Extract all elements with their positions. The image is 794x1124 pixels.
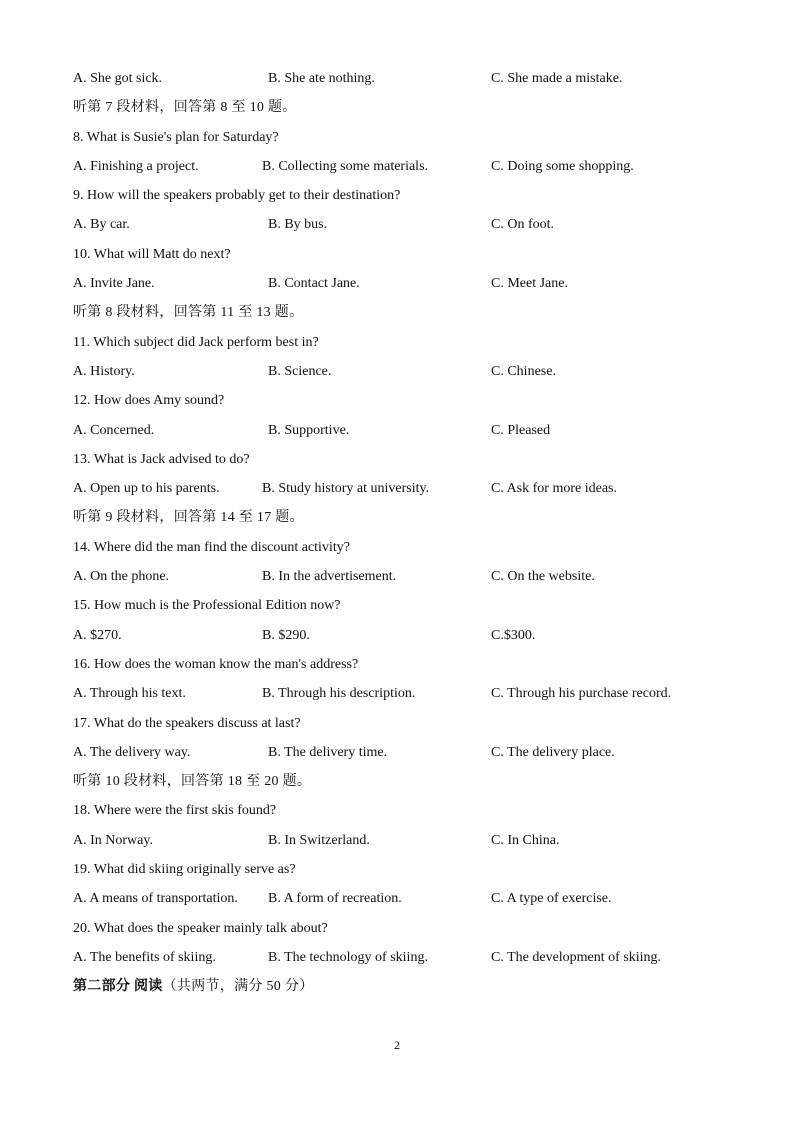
- option-c: C. Ask for more ideas.: [491, 481, 617, 497]
- option-c: C. Pleased: [491, 422, 551, 438]
- listening-instruction: [73, 93, 753, 122]
- option-a: A. On the phone.: [73, 569, 170, 585]
- option-b: B. She ate nothing.: [268, 71, 375, 86]
- question-label: 13. What is Jack advised to do?: [73, 451, 250, 467]
- question-text: [73, 855, 753, 884]
- option-c: C. Through his purchase record.: [491, 686, 672, 702]
- question-text: [73, 650, 753, 679]
- option-c: C. On foot.: [491, 217, 554, 233]
- option-a: A. Finishing a project.: [73, 158, 199, 174]
- question-label: 9. How will the speakers probably get to their destination?: [73, 188, 401, 204]
- option-c: C. On the website.: [491, 569, 595, 585]
- option-a: A. The benefits of skiing.: [73, 949, 216, 965]
- option-b: B. Science.: [268, 363, 332, 379]
- listening-instruction: [73, 503, 753, 532]
- question-label: 11. Which subject did Jack perform best in?: [73, 334, 319, 350]
- option-b: B. Through his description.: [262, 686, 416, 702]
- option-b: B. The delivery time.: [268, 744, 388, 760]
- answer-options-row: [73, 884, 753, 913]
- option-b: B. By bus.: [268, 217, 328, 233]
- question-label: 15. How much is the Professional Edition now?: [73, 598, 341, 614]
- option-b: B. Contact Jane.: [268, 276, 360, 292]
- option-b: B. A form of recreation.: [268, 891, 402, 907]
- answer-options-row: [73, 943, 753, 972]
- answer-options-row: [73, 416, 753, 445]
- listening-instruction: [73, 298, 753, 327]
- option-a: A. She got sick.: [73, 71, 163, 86]
- option-c: C. Doing some shopping.: [491, 158, 634, 174]
- exam-page-body: [73, 64, 753, 1002]
- question-label: 17. What do the speakers discuss at last?: [73, 715, 301, 731]
- option-c: C. The development of skiing.: [491, 949, 662, 965]
- answer-options-row: [73, 152, 753, 181]
- option-a: A. Concerned.: [73, 422, 155, 438]
- option-a: A. In Norway.: [73, 832, 153, 848]
- section-score-note: （共两节，满分 50 分）: [162, 979, 314, 995]
- question-label: 16. How does the woman know the man's address?: [73, 656, 359, 672]
- option-c: C. A type of exercise.: [491, 891, 612, 907]
- question-text: [73, 240, 753, 269]
- option-c: C.$300.: [491, 627, 536, 643]
- option-b: B. Collecting some materials.: [262, 158, 429, 174]
- instruction-label: 听第 10 段材料，回答第 18 至 20 题。: [73, 774, 312, 790]
- question-label: 10. What will Matt do next?: [73, 246, 231, 262]
- option-a: A. By car.: [73, 217, 130, 233]
- question-label: 12. How does Amy sound?: [73, 393, 225, 409]
- question-text: [73, 123, 753, 152]
- question-text: [73, 709, 753, 738]
- question-text: [73, 328, 753, 357]
- option-c: C. Chinese.: [491, 363, 556, 379]
- answer-options-row: [73, 738, 753, 767]
- option-a: A. Through his text.: [73, 686, 186, 702]
- section-title: 第二部分 阅读: [73, 979, 163, 995]
- option-b: B. In Switzerland.: [268, 832, 370, 848]
- answer-options-row: [73, 269, 753, 298]
- option-a: A. Open up to his parents.: [73, 481, 220, 497]
- question-text: [73, 796, 753, 825]
- instruction-label: 听第 8 段材料，回答第 11 至 13 题。: [73, 305, 304, 321]
- option-c: C. In China.: [491, 832, 560, 848]
- section-heading: [73, 972, 753, 1001]
- instruction-label: 听第 9 段材料，回答第 14 至 17 题。: [73, 510, 304, 526]
- page-number: 2: [394, 1038, 400, 1052]
- answer-options-row: [73, 210, 753, 239]
- option-b: B. The technology of skiing.: [268, 949, 428, 965]
- option-b: B. Supportive.: [268, 422, 350, 438]
- option-a: A. History.: [73, 363, 135, 379]
- option-c: C. The delivery place.: [491, 744, 615, 760]
- question-text: [73, 445, 753, 474]
- option-a: A. The delivery way.: [73, 744, 191, 760]
- answer-options-row: [73, 64, 753, 93]
- question-text: [73, 533, 753, 562]
- answer-options-row: [73, 679, 753, 708]
- answer-options-row: [73, 474, 753, 503]
- option-c: C. She made a mistake.: [491, 71, 623, 86]
- question-label: 14. Where did the man find the discount activity?: [73, 539, 350, 555]
- answer-options-row: [73, 826, 753, 855]
- option-b: B. In the advertisement.: [262, 569, 397, 585]
- option-a: A. $270.: [73, 627, 122, 643]
- question-text: [73, 914, 753, 943]
- answer-options-row: [73, 562, 753, 591]
- option-b: B. $290.: [262, 627, 310, 643]
- listening-instruction: [73, 767, 753, 796]
- question-text: [73, 386, 753, 415]
- answer-options-row: [73, 357, 753, 386]
- question-label: 19. What did skiing originally serve as?: [73, 862, 296, 878]
- question-label: 18. Where were the first skis found?: [73, 803, 277, 819]
- question-text: [73, 591, 753, 620]
- option-a: A. Invite Jane.: [73, 276, 155, 292]
- option-c: C. Meet Jane.: [491, 276, 568, 292]
- question-text: [73, 181, 753, 210]
- answer-options-row: [73, 621, 753, 650]
- instruction-label: 听第 7 段材料，回答第 8 至 10 题。: [73, 100, 297, 116]
- option-b: B. Study history at university.: [262, 481, 430, 497]
- option-a: A. A means of transportation.: [73, 891, 238, 907]
- question-label: 8. What is Susie's plan for Saturday?: [73, 129, 279, 145]
- question-label: 20. What does the speaker mainly talk about?: [73, 920, 328, 936]
